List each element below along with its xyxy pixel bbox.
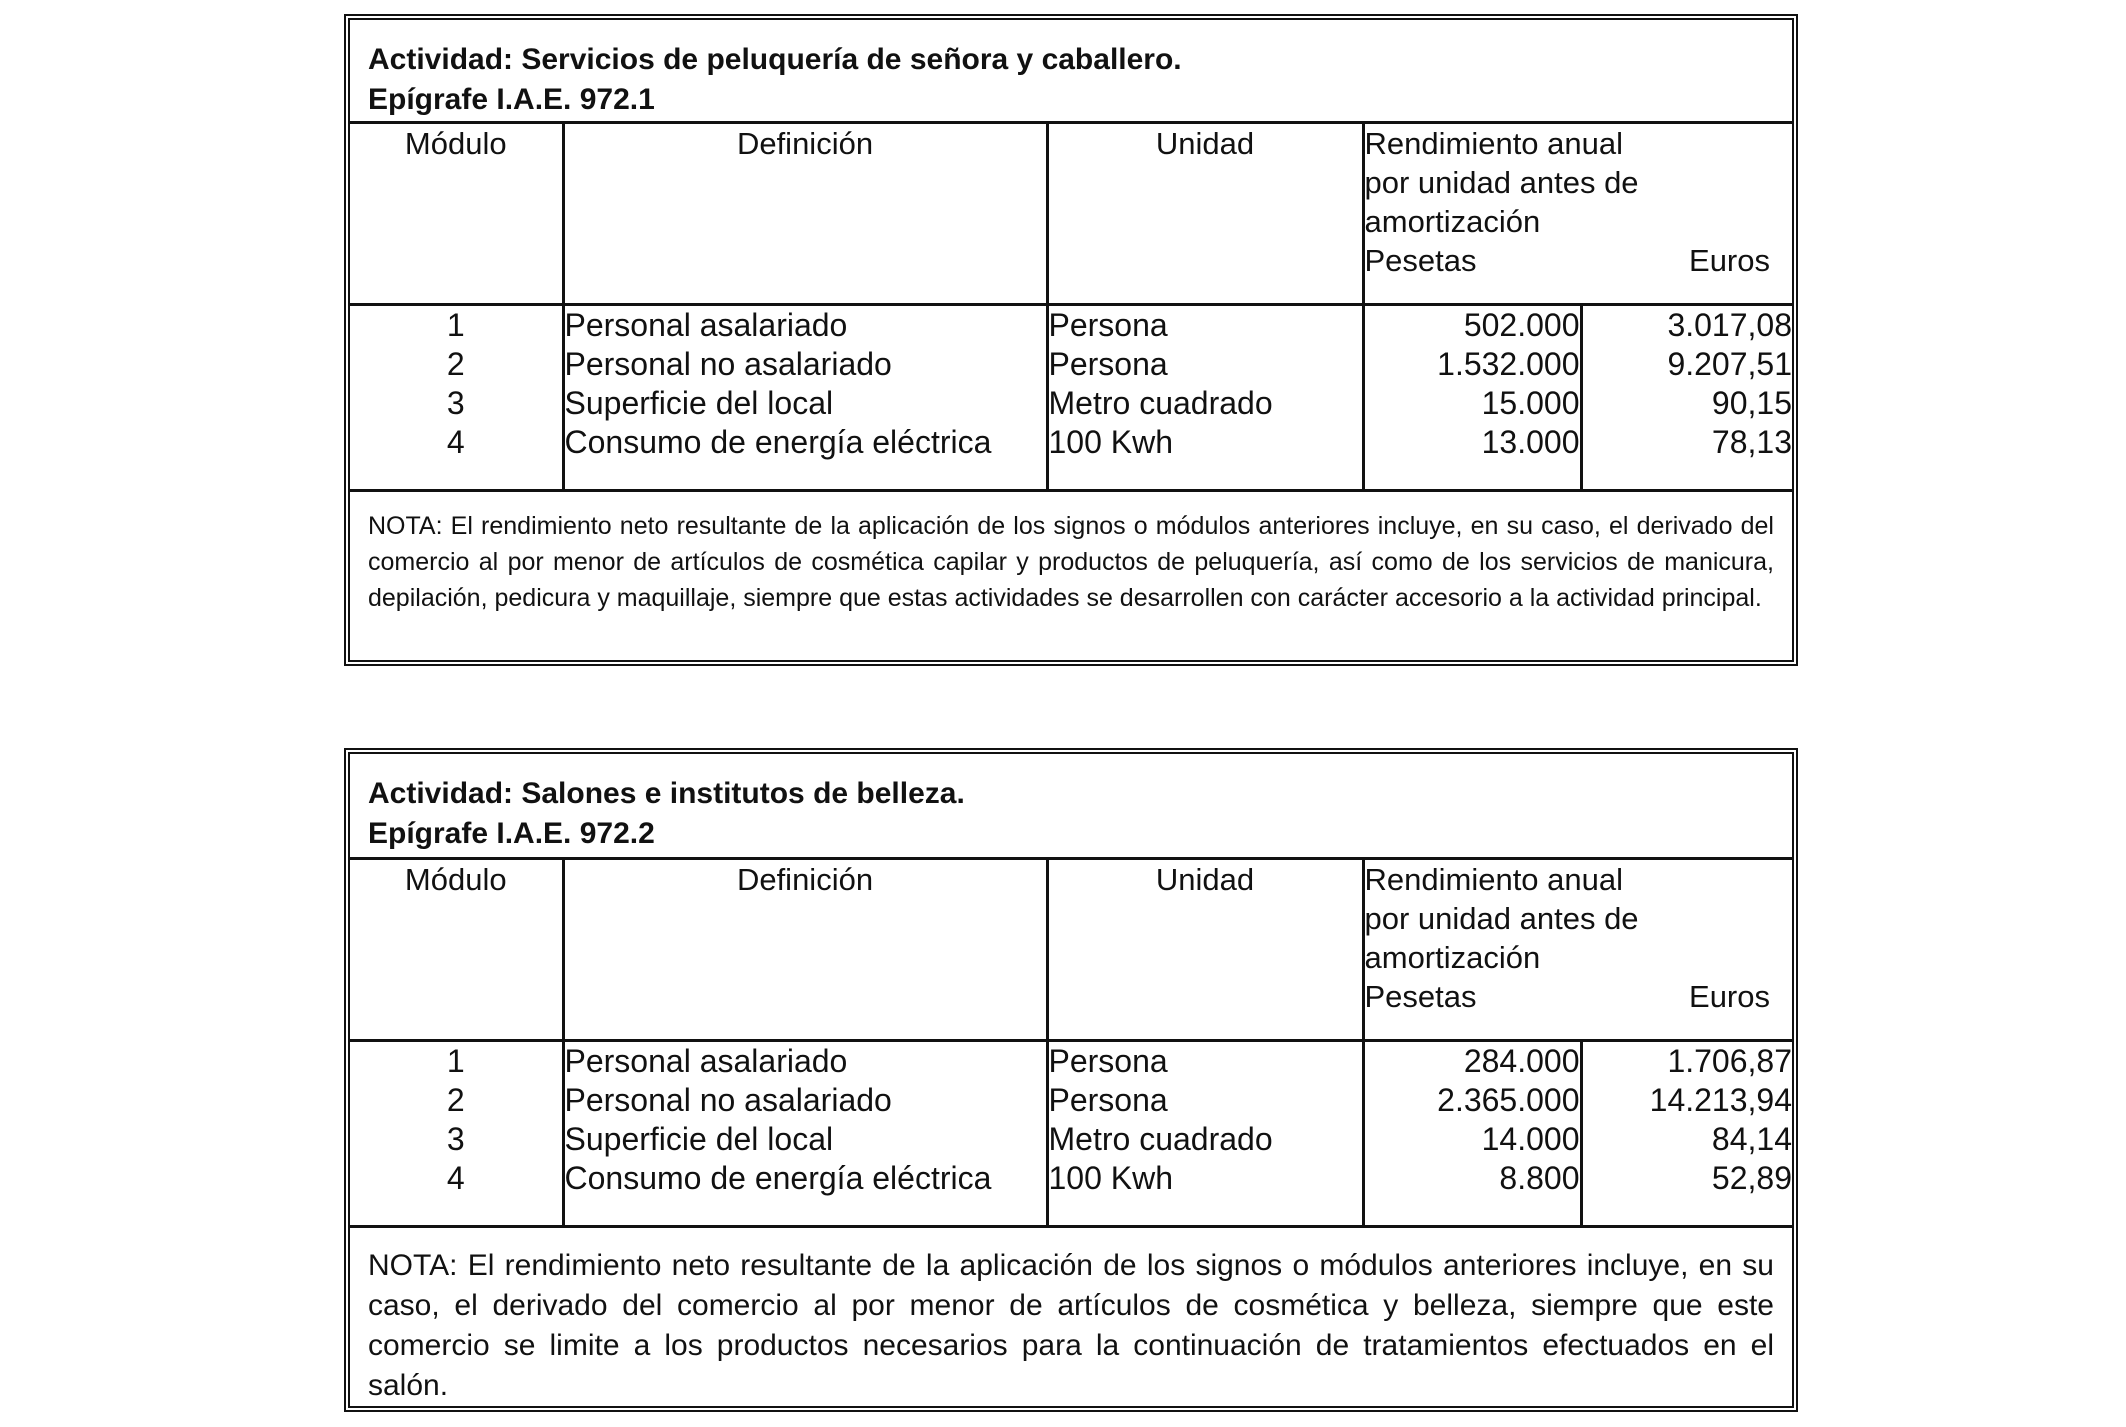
definicion-cell: Personal no asalariado xyxy=(564,346,892,382)
column-header-definicion: Definición xyxy=(563,860,1047,1041)
table-header xyxy=(350,20,1792,124)
unidad-column xyxy=(1047,1041,1363,1227)
pesetas-cell: 2.365.000 xyxy=(1437,1082,1580,1118)
modulo-cell: 1 xyxy=(446,1043,465,1079)
pesetas-cell: 1.532.000 xyxy=(1437,346,1580,382)
currency-header-row xyxy=(1365,977,1793,1016)
modulo-cell: 1 xyxy=(446,307,465,343)
module-rows xyxy=(350,1041,1792,1227)
module-table-972-2 xyxy=(344,748,1798,1412)
module-table-972-1 xyxy=(344,14,1798,666)
euros-cell: 84,14 xyxy=(1711,1121,1792,1157)
table-header xyxy=(350,754,1792,860)
euros-cell: 52,89 xyxy=(1711,1160,1792,1196)
unidad-cell: Metro cuadrado xyxy=(1048,385,1273,421)
rendimiento-line-2: por unidad antes de xyxy=(1364,901,1639,936)
euros-cell: 14.213,94 xyxy=(1649,1082,1792,1118)
modulo-column xyxy=(350,305,563,491)
unidad-cell: 100 Kwh xyxy=(1048,1160,1174,1196)
modulo-cell: 4 xyxy=(446,424,465,460)
rendimiento-line-2: por unidad antes de xyxy=(1364,165,1639,200)
rendimiento-line-3: amortización xyxy=(1364,940,1541,975)
actividad-title: Actividad: Salones e institutos de belleza. xyxy=(368,777,965,810)
unidad-cell: Persona xyxy=(1048,1082,1168,1118)
modulo-column xyxy=(350,1041,563,1227)
pesetas-cell: 8.800 xyxy=(1499,1160,1580,1196)
column-header-euros: Euros xyxy=(1689,979,1770,1014)
column-header-row xyxy=(350,124,1792,305)
modulo-cell: 3 xyxy=(446,1121,465,1157)
definicion-cell: Personal asalariado xyxy=(564,307,848,343)
column-header-unidad: Unidad xyxy=(1047,860,1363,1041)
modulo-cell: 4 xyxy=(446,1160,465,1196)
euros-cell: 9.207,51 xyxy=(1667,346,1792,382)
unidad-cell: Persona xyxy=(1048,346,1168,382)
column-header-unidad: Unidad xyxy=(1047,124,1363,305)
module-rows xyxy=(350,305,1792,491)
nota-text: NOTA: El rendimiento neto resultante de la aplicación de los signos o módulos anteriores incluye, en su caso, el derivado del comercio al por menor de artículos de cosmética capilar y productos de peluquería, así como de los servicios de manicura, depilación, pedicura y maquillaje, siempre que estas actividades se desarrollen con carácter accesorio a la actividad principal. xyxy=(368,512,1774,612)
column-header-row xyxy=(350,860,1792,1041)
unidad-cell: 100 Kwh xyxy=(1048,424,1174,460)
column-header-euros: Euros xyxy=(1689,243,1770,278)
modules-grid xyxy=(350,124,1792,492)
definicion-cell: Superficie del local xyxy=(564,385,834,421)
unidad-column xyxy=(1047,305,1363,491)
rendimiento-line-1: Rendimiento anual xyxy=(1364,126,1624,161)
nota-text: NOTA: El rendimiento neto resultante de la aplicación de los signos o módulos anteriores incluye, en su caso, el derivado del comercio al por menor de artículos de cosmética y belleza, siempre que este comercio se limite a los productos necesarios para la continuación de tratamientos efectuados en el salón. xyxy=(368,1249,1774,1402)
definicion-column xyxy=(563,305,1047,491)
column-header-modulo: Módulo xyxy=(350,124,563,305)
unidad-cell: Persona xyxy=(1048,307,1168,343)
pesetas-cell: 284.000 xyxy=(1463,1043,1580,1079)
rendimiento-line-1: Rendimiento anual xyxy=(1364,862,1624,897)
epigrafe-label: Epígrafe I.A.E. 972.2 xyxy=(368,817,655,850)
definicion-column xyxy=(563,1041,1047,1227)
definicion-cell: Personal asalariado xyxy=(564,1043,848,1079)
pesetas-cell: 13.000 xyxy=(1481,424,1580,460)
unidad-cell: Persona xyxy=(1048,1043,1168,1079)
column-header-pesetas: Pesetas xyxy=(1364,243,1477,278)
pesetas-column xyxy=(1363,305,1581,491)
modulo-cell: 2 xyxy=(446,346,465,382)
definicion-cell: Superficie del local xyxy=(564,1121,834,1157)
column-header-rendimiento xyxy=(1363,860,1792,1041)
pesetas-cell: 502.000 xyxy=(1463,307,1580,343)
currency-header-row xyxy=(1365,241,1793,280)
rendimiento-line-3: amortización xyxy=(1364,204,1541,239)
modulo-cell: 3 xyxy=(446,385,465,421)
modulo-cell: 2 xyxy=(446,1082,465,1118)
euros-cell: 1.706,87 xyxy=(1667,1043,1792,1079)
column-header-definicion: Definición xyxy=(563,124,1047,305)
column-header-pesetas: Pesetas xyxy=(1364,979,1477,1014)
euros-cell: 90,15 xyxy=(1711,385,1792,421)
euros-column xyxy=(1581,1041,1792,1227)
unidad-cell: Metro cuadrado xyxy=(1048,1121,1273,1157)
euros-cell: 78,13 xyxy=(1711,424,1792,460)
actividad-title: Actividad: Servicios de peluquería de señora y caballero. xyxy=(368,43,1182,76)
definicion-cell: Personal no asalariado xyxy=(564,1082,892,1118)
pesetas-column xyxy=(1363,1041,1581,1227)
definicion-cell: Consumo de energía eléctrica xyxy=(564,1160,992,1196)
epigrafe-label: Epígrafe I.A.E. 972.1 xyxy=(368,83,655,116)
pesetas-cell: 14.000 xyxy=(1481,1121,1580,1157)
definicion-cell: Consumo de energía eléctrica xyxy=(564,424,992,460)
euros-column xyxy=(1581,305,1792,491)
euros-cell: 3.017,08 xyxy=(1667,307,1792,343)
column-header-rendimiento xyxy=(1363,124,1792,305)
pesetas-cell: 15.000 xyxy=(1481,385,1580,421)
modules-grid xyxy=(350,860,1792,1228)
column-header-modulo: Módulo xyxy=(350,860,563,1041)
